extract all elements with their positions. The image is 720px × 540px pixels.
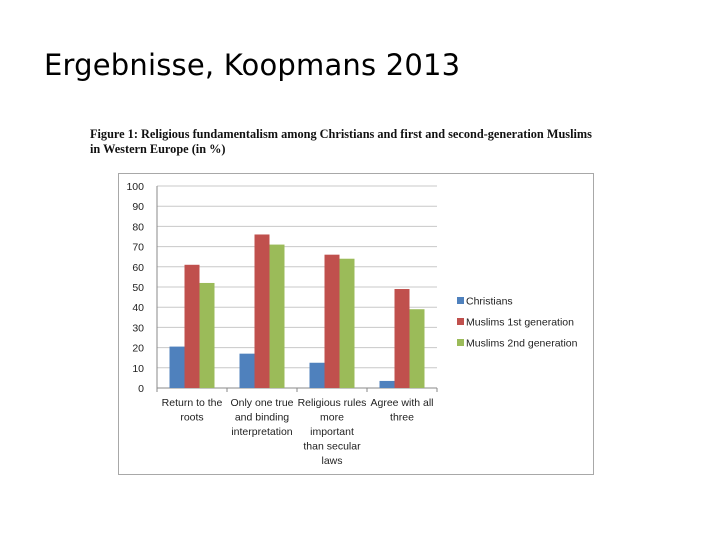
y-tick-label-50: 50 (132, 282, 144, 294)
x-category-label-1 (230, 397, 293, 438)
y-tick-label-90: 90 (132, 201, 144, 214)
x-category-label-0 (162, 397, 223, 424)
y-tick-label-0: 0 (138, 383, 144, 395)
x-category-label-3 (370, 397, 433, 424)
figure-caption-line-1: Figure 1: Religious fundamentalism among Christians and first and second-generation Muslims (90, 127, 592, 141)
y-tick-label-80: 80 (132, 221, 144, 234)
bar-muslims-1st-generation-0 (185, 265, 200, 388)
x-category-label-line: Agree with all (370, 397, 434, 409)
legend-swatch-0 (457, 297, 464, 304)
x-category-label-line: roots (180, 411, 204, 424)
x-category-label-2 (298, 397, 367, 467)
y-tick-label-30: 30 (132, 322, 144, 335)
legend-swatch-1 (457, 318, 464, 325)
bar-muslims-2nd-generation-3 (410, 309, 425, 388)
legend-label-0: Christians (466, 295, 513, 308)
x-category-label-line: important (310, 426, 354, 438)
bar-muslims-1st-generation-2 (325, 255, 340, 388)
x-category-label-line: laws (321, 455, 343, 467)
bar-muslims-2nd-generation-1 (270, 245, 285, 388)
y-tick-label-20: 20 (132, 342, 144, 355)
y-tick-label-100: 100 (126, 181, 144, 193)
legend-swatch-2 (457, 339, 464, 346)
slide-title: Ergebnisse, Koopmans 2013 (44, 48, 461, 82)
bar-christians-0 (170, 347, 185, 388)
x-category-label-line: than secular (303, 440, 361, 453)
y-tick-label-40: 40 (132, 302, 144, 315)
x-category-label-line: interpretation (231, 426, 293, 438)
bar-christians-1 (240, 354, 255, 388)
figure-caption-line-2: in Western Europe (in %) (90, 142, 226, 156)
bar-muslims-2nd-generation-2 (340, 259, 355, 388)
x-category-label-line: Religious rules (297, 397, 367, 409)
y-tick-label-10: 10 (132, 362, 144, 375)
x-category-label-line: Return to the (161, 397, 223, 409)
legend-label-2: Muslims 2nd generation (466, 337, 578, 350)
y-tick-label-60: 60 (132, 261, 144, 274)
x-category-label-line: and binding (234, 411, 290, 424)
bar-christians-2 (310, 363, 325, 388)
legend-label-1: Muslims 1st generation (466, 316, 574, 329)
bar-muslims-2nd-generation-0 (200, 283, 215, 388)
y-tick-label-70: 70 (132, 241, 144, 254)
bar-muslims-1st-generation-1 (255, 234, 270, 388)
x-category-label-line: Only one true (230, 397, 294, 409)
bar-muslims-1st-generation-3 (395, 289, 410, 388)
bar-christians-3 (380, 381, 395, 388)
x-category-label-line: three (390, 411, 414, 424)
x-category-label-line: more (320, 411, 344, 424)
